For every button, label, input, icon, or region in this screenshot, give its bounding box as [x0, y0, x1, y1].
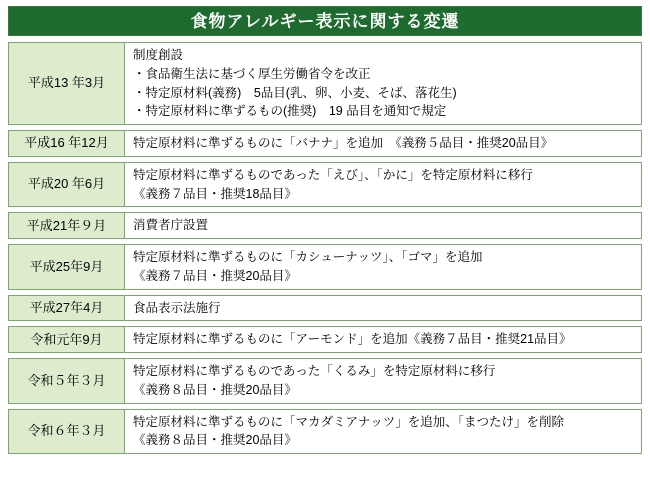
row-description-line: 特定原材料に準ずるものに「バナナ」を追加 《義務５品目・推奨20品目》 — [133, 136, 554, 150]
table-row — [8, 295, 642, 322]
table-row — [8, 409, 642, 455]
table-row — [8, 244, 642, 290]
row-description — [125, 410, 641, 454]
row-description — [125, 327, 641, 352]
row-description — [125, 296, 641, 321]
row-description-line: 制度創設 — [133, 48, 184, 62]
row-description-line: 特定原材料に準ずるものであった「くるみ」を特定原材料に移行 — [133, 364, 496, 378]
row-description-line: 《義務７品目・推奨18品目》 — [133, 186, 297, 201]
row-era-label: 平成13 年3月 — [9, 43, 125, 124]
row-description — [125, 359, 641, 403]
row-era-label: 平成20 年6月 — [9, 163, 125, 207]
row-description-line: ・特定原材料に準ずるもの(推奨) 19 品目を通知で規定 — [133, 104, 447, 119]
timeline-table — [8, 42, 642, 454]
row-era-label: 平成27年4月 — [9, 296, 125, 321]
row-era-label: 令和６年３月 — [9, 410, 125, 454]
row-era-label: 令和５年３月 — [9, 359, 125, 403]
document-title-bar — [8, 6, 642, 36]
row-description-line: 《義務８品目・推奨20品目》 — [133, 433, 297, 448]
row-description-line: 特定原材料に準ずるものに「アーモンド」を追加《義務７品目・推奨21品目》 — [133, 332, 572, 347]
row-description-line: ・食品衛生法に基づく厚生労働省令を改正 — [133, 66, 371, 81]
table-row — [8, 212, 642, 239]
page-title: 食物アレルギー表示に関する変遷 — [190, 11, 460, 31]
row-description-line: 《義務７品目・推奨20品目》 — [133, 268, 297, 283]
row-description-line: 特定原材料に準ずるものであった「えび」、「かに」を特定原材料に移行 — [133, 167, 533, 182]
row-description — [125, 245, 641, 289]
row-era-label: 令和元年9月 — [9, 327, 125, 352]
table-row — [8, 130, 642, 157]
table-row — [8, 326, 642, 353]
row-description-line: 食品表示法施行 — [133, 300, 221, 315]
row-era-label: 平成21年９月 — [9, 213, 125, 238]
table-row — [8, 162, 642, 208]
row-description-line: ・特定原材料(義務) 5品目(乳、卵、小麦、そば、落花生) — [133, 85, 457, 100]
table-row — [8, 358, 642, 404]
row-description — [125, 213, 641, 238]
row-era-label: 平成25年9月 — [9, 245, 125, 289]
table-row — [8, 42, 642, 125]
row-description — [125, 131, 641, 156]
row-description-line: 特定原材料に準ずるものに「カシューナッツ」、「ゴマ」を追加 — [133, 250, 483, 264]
row-description-line: 特定原材料に準ずるものに「マカダミアナッツ」を追加、「まつたけ」を削除 — [133, 414, 565, 429]
row-description-line: 消費者庁設置 — [133, 218, 209, 233]
row-description — [125, 163, 641, 207]
row-description — [125, 43, 641, 124]
row-era-label: 平成16 年12月 — [9, 131, 125, 156]
row-description-line: 《義務８品目・推奨20品目》 — [133, 382, 297, 397]
